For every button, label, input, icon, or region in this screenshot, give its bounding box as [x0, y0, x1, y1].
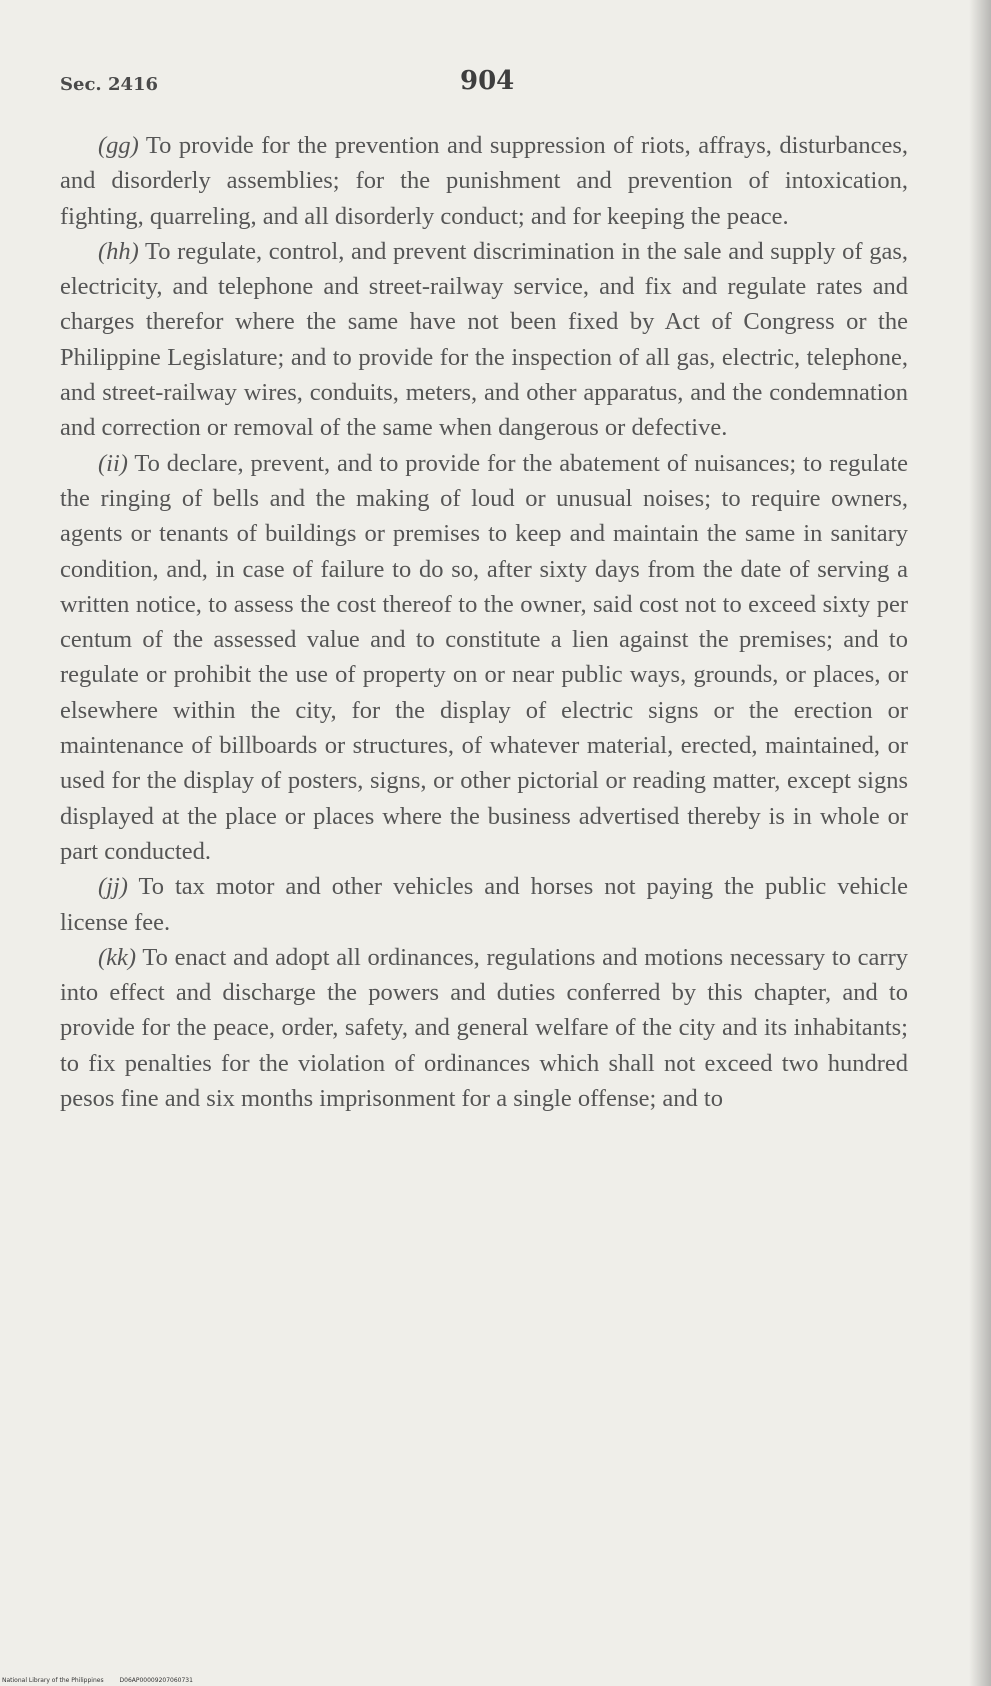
paragraph-jj [60, 869, 908, 940]
body-text [60, 128, 908, 1116]
paragraph-gg [60, 128, 908, 234]
page-number: 904 [460, 66, 515, 96]
paragraph-text: To declare, prevent, and to provide for the abatement of nuisances; to regulate the ringing of bells and the making of loud or unusual noises; to require owners, agents or tenants of buildings or premises to keep and maintain the same in sanitary condition, and, in case of failure to do so, after sixty days from the date of serving a written notice, to assess the cost thereof to the owner, said cost not to exceed sixty per centum of the assessed value and to constitute a lien against the premises; and to regulate or prohibit the use of property on or near public ways, grounds, or places, or elsewhere within the city, for the display of electric signs or the erection or maintenance of billboards or structures, of whatever material, erected, maintained, or used for the display of posters, signs, or other pictorial or reading matter, except signs displayed at the place or places where the business advertised thereby is in whole or part conducted. [60, 449, 908, 865]
paragraph-text: To provide for the prevention and suppression of riots, affrays, disturbances, and disorderly assemblies; for the punishment and prevention of intoxication, fighting, quarreling, and all disorderly conduct; and for keeping the peace. [60, 132, 908, 230]
paragraph-mark: (ii) [98, 449, 128, 477]
library-credit: National Library of the Philippines [2, 1677, 104, 1684]
paragraph-text: To tax motor and other vehicles and horses not paying the public vehicle license fee. [60, 873, 908, 936]
page-header [60, 66, 910, 106]
paragraph-mark: (hh) [98, 237, 139, 265]
paragraph-text: To enact and adopt all ordinances, regulations and motions necessary to carry into effect and discharge the powers and duties conferred by this chapter, and to provide for the peace, order, safety, and general welfare of the city and its inhabitants; to fix penalties for the violation of ordinances which shall not exceed two hundred pesos fine and six months imprisonment for a single offense; and to [60, 943, 908, 1113]
section-label: Sec. 2416 [60, 74, 159, 95]
paragraph-text: To regulate, control, and prevent discrimination in the sale and supply of gas, electricity, and telephone and street-railway service, and fix and regulate rates and charges therefor where the same have not been fixed by Act of Congress or the Philippine Legislature; and to provide for the inspection of all gas, electric, telephone, and street-railway wires, conduits, meters, and other apparatus, and the condemnation and correction or removal of the same when dangerous or defective. [60, 237, 908, 442]
scan-footer [2, 1677, 207, 1684]
paragraph-kk [60, 940, 908, 1116]
item-id: D06AP00009207060731 [119, 1677, 193, 1684]
paragraph-mark: (kk) [98, 943, 137, 971]
paragraph-mark: (gg) [98, 132, 139, 159]
page-edge-shadow [969, 0, 991, 1686]
paragraph-mark: (jj) [98, 873, 128, 901]
paragraph-ii [60, 446, 908, 870]
paragraph-hh [60, 234, 908, 446]
